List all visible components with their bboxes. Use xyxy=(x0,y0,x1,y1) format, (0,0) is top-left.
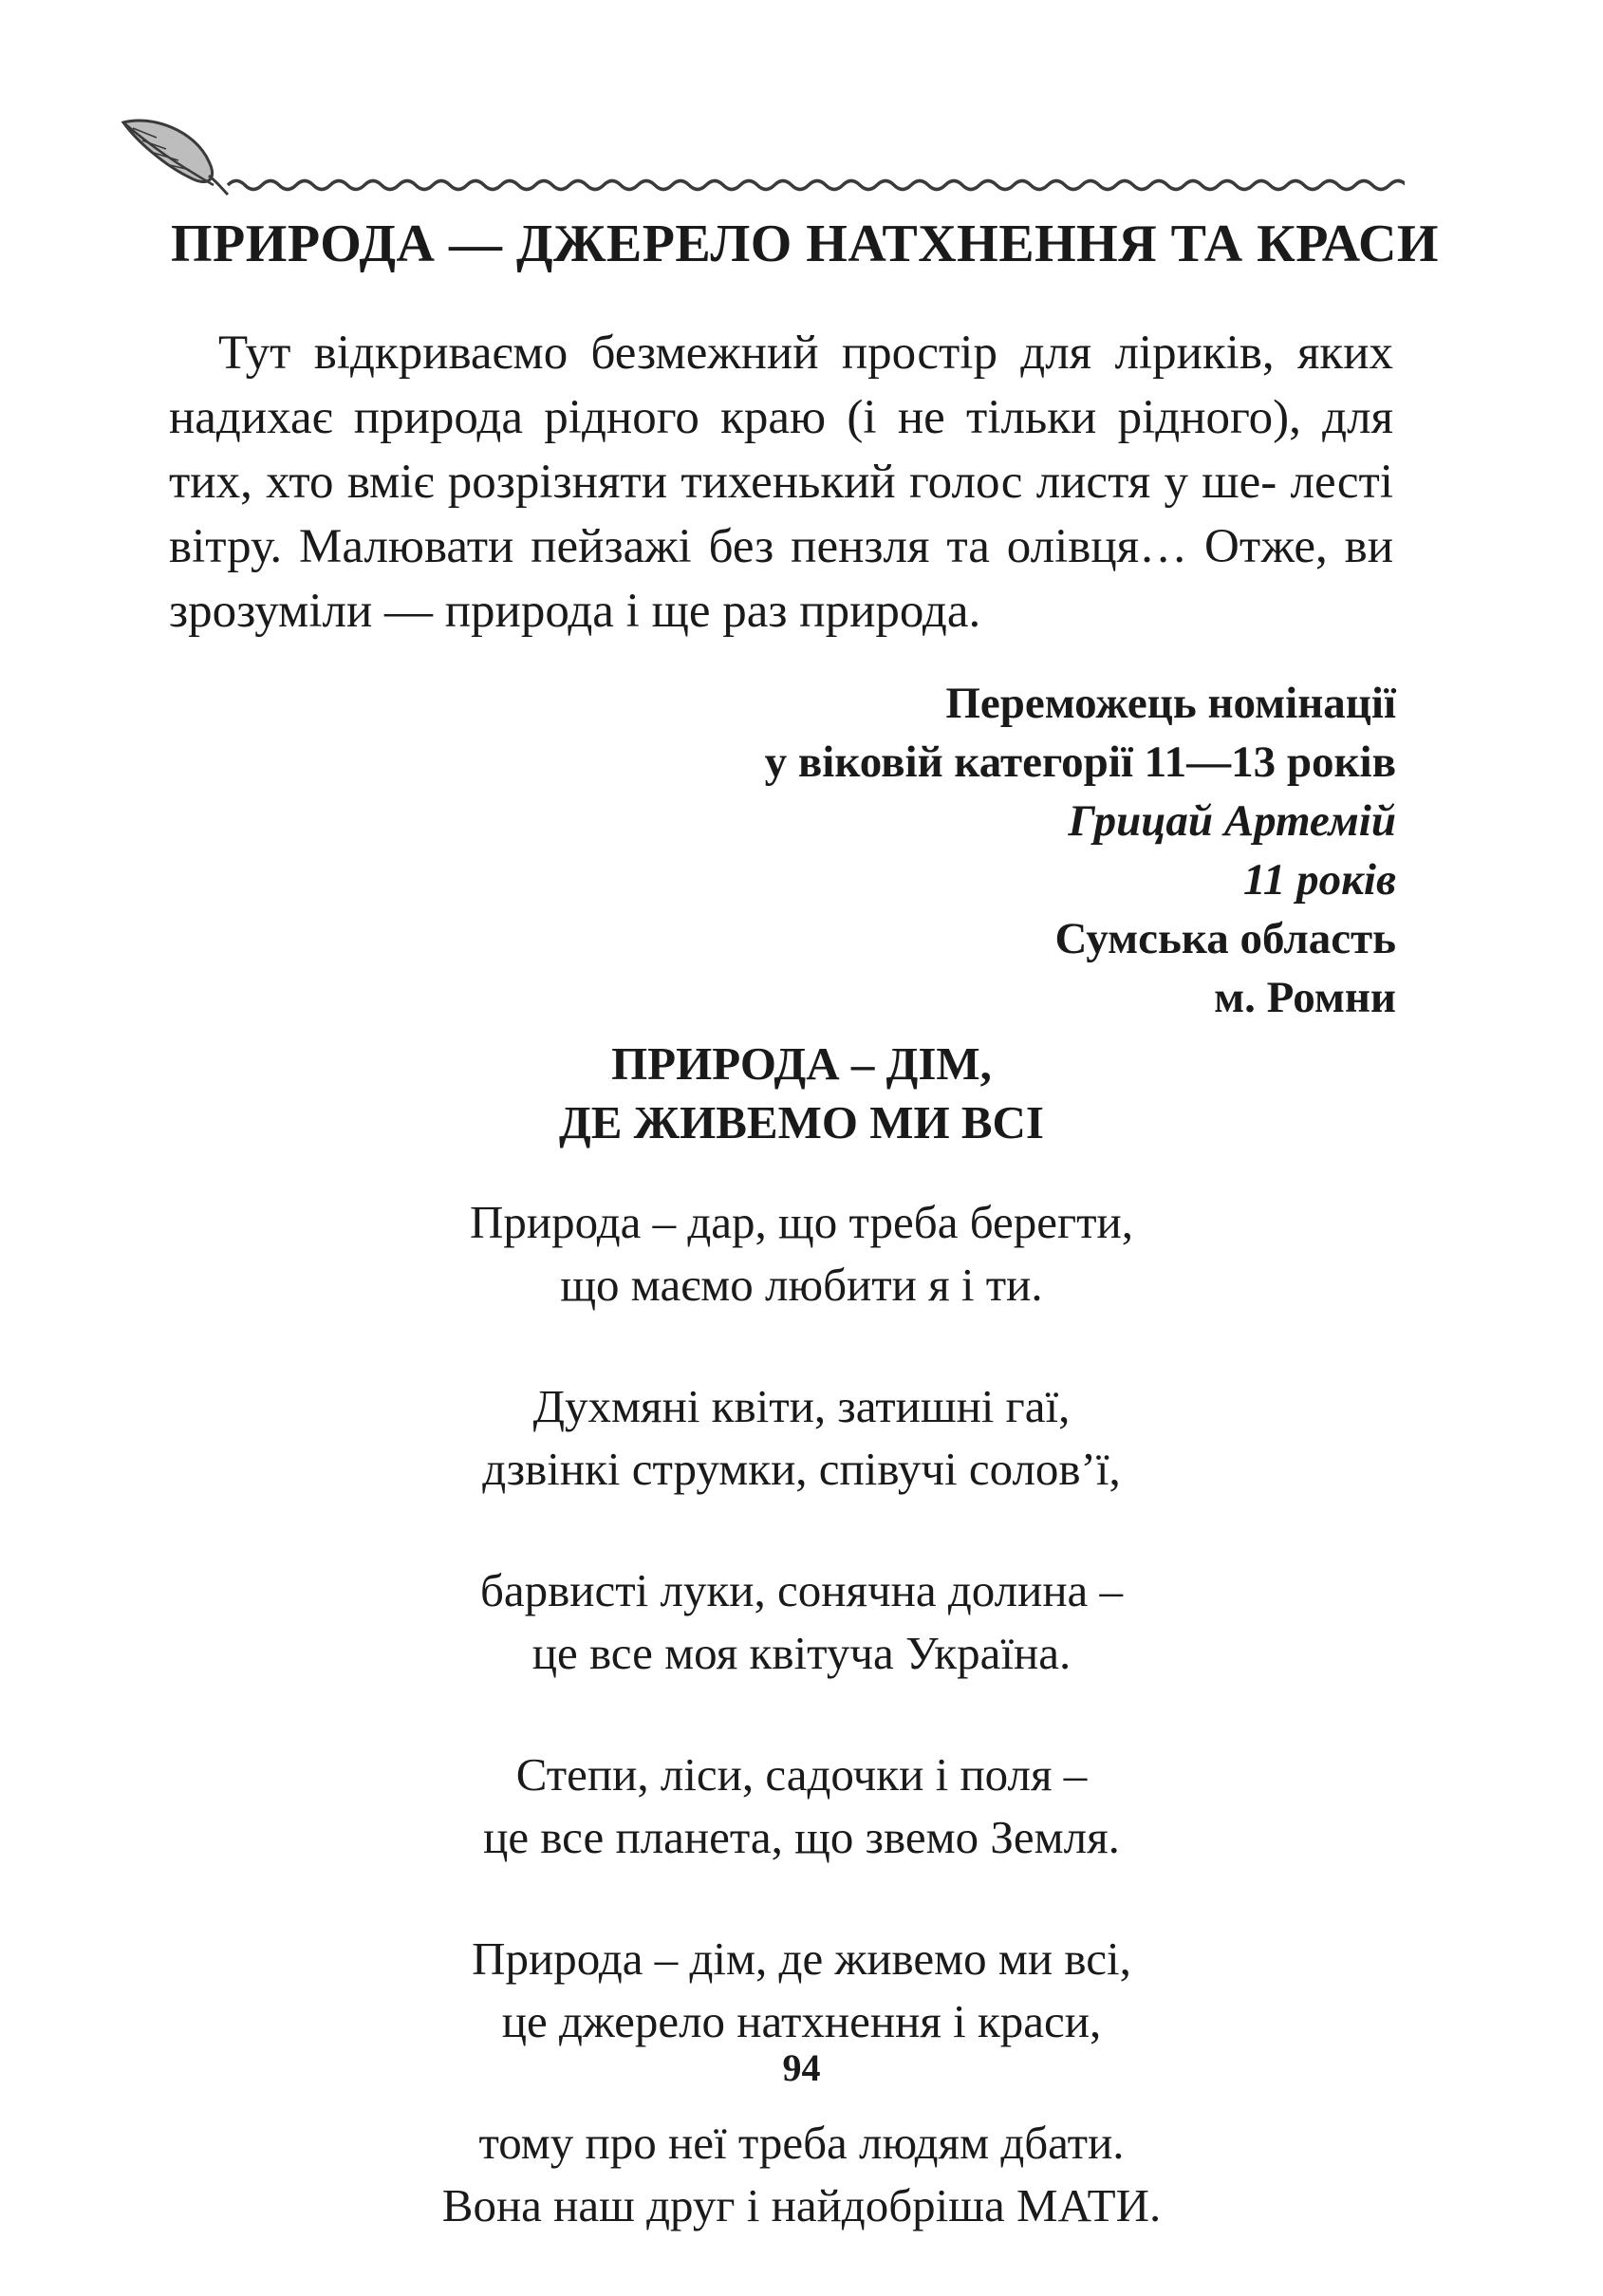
poem-stanza xyxy=(0,1928,1603,2053)
poem-stanza xyxy=(0,1744,1603,1869)
poem-line: це все моя квітуча Україна. xyxy=(531,1627,1072,1679)
poem-line: Природа – дар, що треба берегти, xyxy=(470,1196,1133,1248)
intro-line: тих, хто вміє розрізняти тихенький голос листя у ше- xyxy=(169,456,1277,509)
intro-line: лесті вітру. Малювати пейзажі без пензля та олівця… xyxy=(169,456,1393,573)
poem-title-line: ПРИРОДА – ДІМ, xyxy=(611,1037,992,1090)
author-age: 11 років xyxy=(1242,855,1396,905)
poem-stanza xyxy=(0,1191,1603,1316)
poem-stanza xyxy=(0,2112,1603,2237)
section-title: ПРИРОДА — ДЖЕРЕЛО НАТХНЕННЯ ТА КРАСИ xyxy=(171,215,1439,273)
feather-quill-wave-icon xyxy=(114,109,1405,199)
poem-line: це все планета, що звемо Земля. xyxy=(483,1811,1120,1863)
winner-credits xyxy=(765,674,1396,1027)
poem-title-line: ДЕ ЖИВЕМО МИ ВСІ xyxy=(559,1096,1044,1148)
age-category: у віковій категорії 11—13 років xyxy=(764,737,1396,787)
poem-line: Степи, ліси, садочки і поля – xyxy=(515,1748,1088,1801)
poem-body xyxy=(0,1191,1603,2296)
poem-line: дзвінкі струмки, співучі солов’ї, xyxy=(482,1443,1121,1495)
intro-line: Отже, ви зрозуміли — природа і ще раз природа. xyxy=(169,520,1393,638)
poem-stanza xyxy=(0,1559,1603,1685)
nomination-label: Переможець номінації xyxy=(945,679,1396,728)
poem-title xyxy=(0,1035,1603,1152)
poem-line: тому про неї треба людям дбати. xyxy=(478,2117,1125,2169)
author-city: м. Ромни xyxy=(1214,973,1396,1022)
poem-line: Вона наш друг і найдобріша МАТИ. xyxy=(441,2179,1162,2231)
page-number: 94 xyxy=(782,2046,821,2089)
author-name: Грицай Артемій xyxy=(1068,796,1396,846)
poem-line: це джерело натхнення і краси, xyxy=(501,1995,1102,2047)
poem-line: що маємо любити я і ти. xyxy=(560,1259,1043,1311)
intro-line: надихає природа рідного краю (і не тільки рідного), для xyxy=(169,391,1393,444)
poem-line: барвисті луки, сонячна долина – xyxy=(479,1564,1124,1616)
intro-line: Тут відкриваємо безмежний простір для ліриків, яких xyxy=(218,327,1393,380)
poem-line: Природа – дім, де живемо ми всі, xyxy=(472,1932,1131,1985)
poem-stanza xyxy=(0,1375,1603,1501)
intro-paragraph xyxy=(169,321,1393,644)
author-region: Сумська область xyxy=(1054,914,1396,963)
poem-line: Духмяні квіти, затишні гаї, xyxy=(532,1380,1071,1432)
